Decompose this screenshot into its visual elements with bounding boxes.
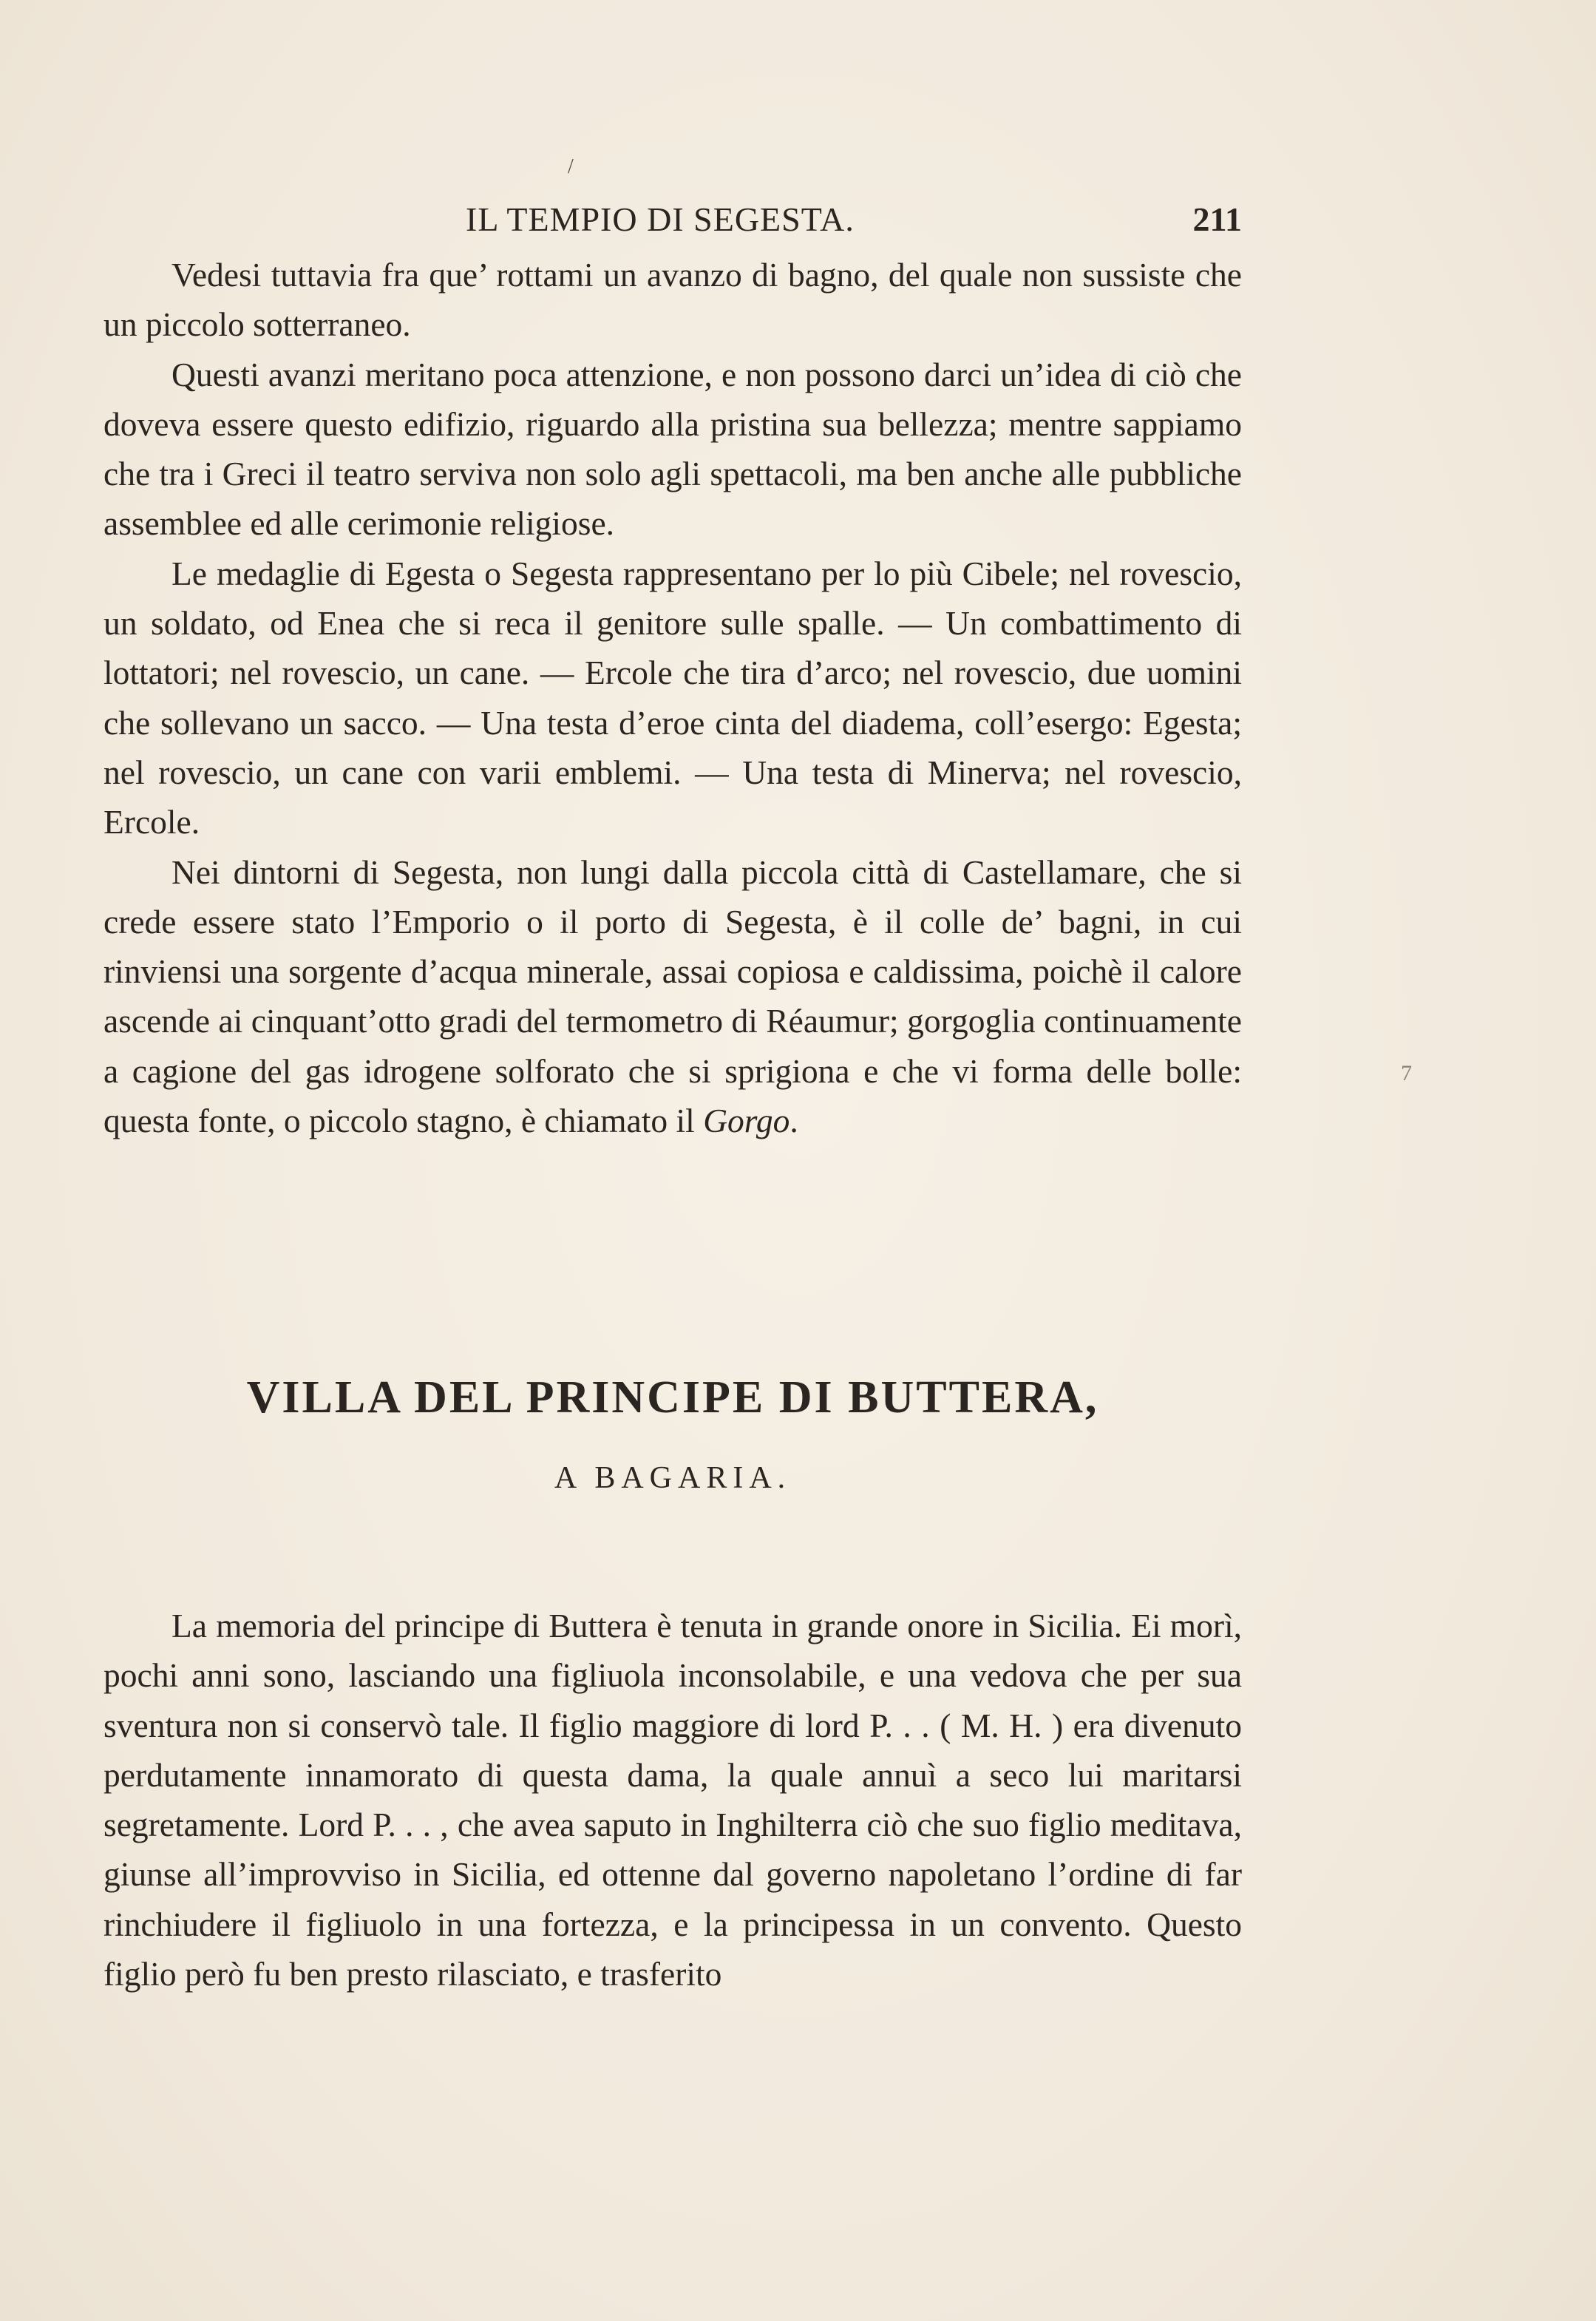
body-text-top — [103, 250, 1242, 1145]
paragraph-medaglie: Le medaglie di Egesta o Segesta rappresentano per lo più Cibele; nel rovescio, un soldato, od Enea che si reca il genitore sulle spalle. — Un combattimento di lottatori; nel rovescio, un cane. — Ercole che tira d’arco; nel rovescio, due uomini che sollevano un sacco. — Una testa d’eroe cinta del diadema, coll’esergo: Egesta; nel rovescio, un cane con varii emblemi. — Una testa di Minerva; nel rovescio, Ercole. — [103, 554, 1242, 841]
paragraph-buttera: La memoria del principe di Buttera è tenuta in grande onore in Sicilia. Ei morì, pochi anni sono, lasciando una figliuola inconsolabile, e una vedova che per sua sventura non si conservò tale. Il figlio maggiore di lord P. . . ( M. H. ) era divenuto perdutamente innamorato di questa dama, la quale annuì a seco lui maritarsi segretamente. Lord P. . . , che avea saputo in Inghilterra ciò che suo figlio meditava, giunse all’improvviso in Sicilia, ed ottenne dal governo napoletano l’ordine di far rinchiudere il figliuolo in una fortezza, e la principessa in un convento. Questo figlio però fu ben presto rilasciato, e trasferito — [103, 1607, 1242, 1993]
running-title: IL TEMPIO DI SEGESTA. — [466, 200, 855, 238]
page-number: 211 — [1192, 200, 1242, 238]
gorgo-text: Nei dintorni di Segesta, non lungi dalla piccola città di Castellamare, che si crede essere stato l’Emporio o il porto di Segesta, è il colle de’ bagni, in cui rinviensi una sorgente d’acqua minerale, assai copiosa e caldissima, poichè il calore ascende ai cinquant’otto gradi del termometro di Réaumur; gorgoglia continuamente a cagione del gas idrogene solforato che si sprigiona e che vi forma delle bolle: questa fonte, o piccolo stagno, è chiamato il — [103, 853, 1242, 1140]
section-title: VILLA DEL PRINCIPE DI BUTTERA, — [246, 1372, 1099, 1423]
section-subtitle: A BAGARIA. — [554, 1461, 792, 1495]
page-speck: / — [568, 155, 574, 178]
margin-mark: 7 — [1401, 1061, 1412, 1085]
running-header — [103, 200, 1242, 251]
body-text-bottom — [103, 1601, 1242, 1999]
paragraph-gorgo — [103, 847, 1242, 1146]
gorgo-end: . — [789, 1102, 798, 1140]
paragraph-avanzi: Questi avanzi meritano poca attenzione, e non possono darci un’idea di ciò che doveva essere questo edifizio, riguardo alla pristina sua bellezza; mentre sappiamo che tra i Greci il teatro serviva non solo agli spettacoli, ma ben anche alle pubbliche assemblee ed alle cerimonie religiose. — [103, 355, 1242, 543]
paragraph-bagno: Vedesi tuttavia fra que’ rottami un avanzo di bagno, del quale non sussiste che un piccolo sotterraneo. — [103, 256, 1242, 344]
gorgo-emphasis: Gorgo — [703, 1102, 790, 1140]
